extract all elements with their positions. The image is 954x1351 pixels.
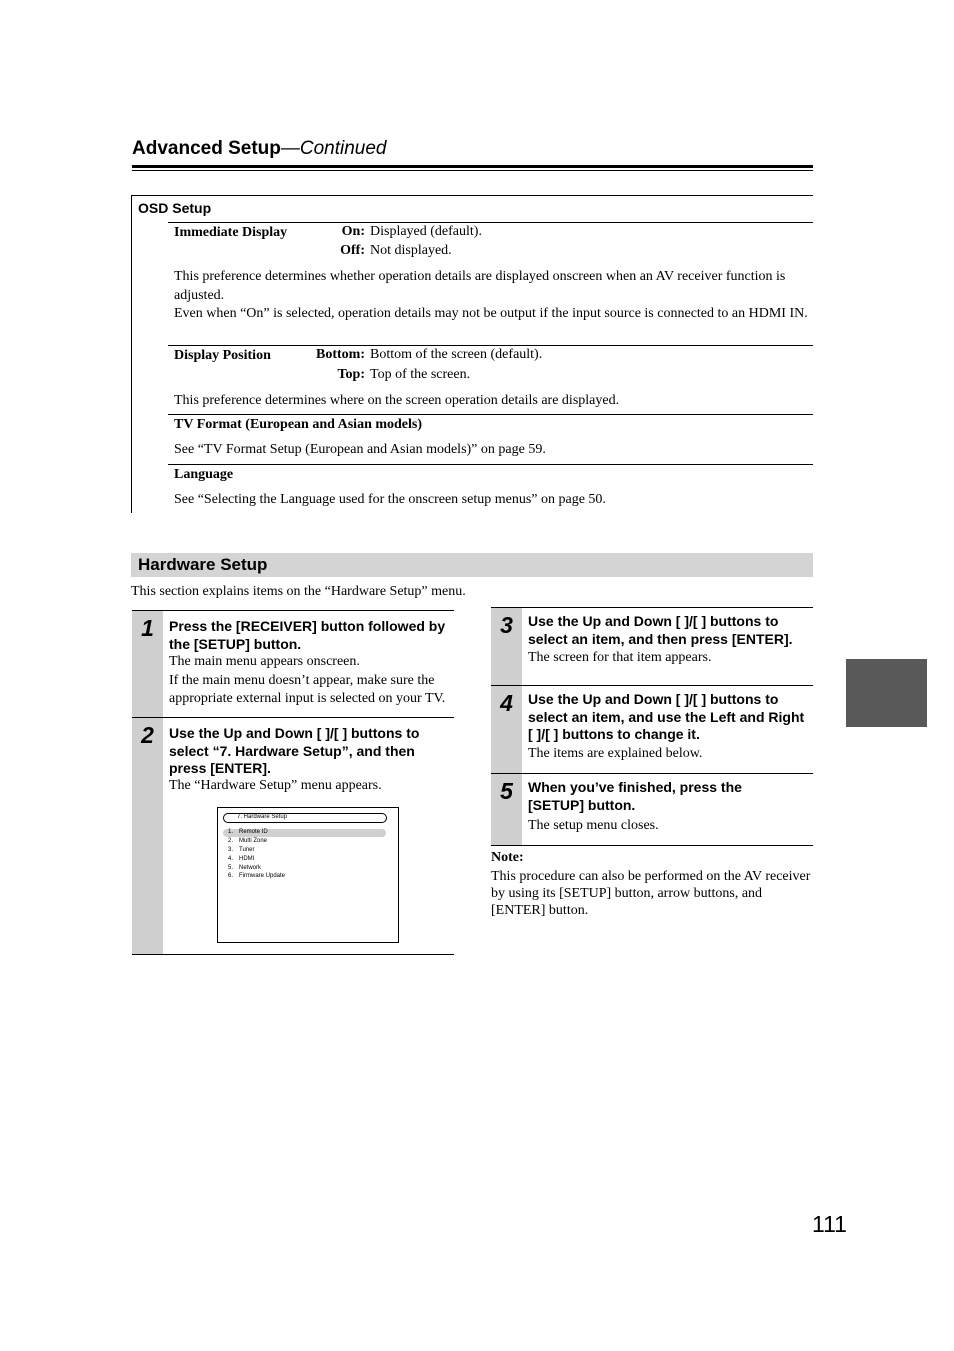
note-line: by using its [SETUP] button, arrow buttons, and [491, 886, 763, 902]
table-top-rule [131, 195, 813, 196]
step-heading-line: select “7. Hardware Setup”, and then [169, 742, 415, 759]
chapter-side-tab [846, 659, 927, 727]
title-text: Advanced Setup [132, 138, 281, 159]
step-number: 5 [500, 778, 513, 804]
step-heading-line: [SETUP] button. [528, 796, 636, 813]
step-4 [491, 686, 813, 773]
option-on-key: On: [341, 224, 365, 239]
step-heading-line: Use the Up and Down [ ]/[ ] buttons to [528, 613, 779, 629]
language-description: See “Selecting the Language used for the onscreen setup menus” on page 50. [174, 492, 606, 507]
step-body [528, 649, 711, 668]
osd-setup-table [131, 195, 813, 513]
hardware-setup-intro: This section explains items on the “Hardware Setup” menu. [131, 584, 466, 599]
immediate-display-hdmi-note: Even when “On” is selected, operation details may not be output if the input source is connected to an HDMI IN. [174, 306, 808, 321]
step-heading-line: Press the [RECEIVER] button followed by [169, 618, 446, 634]
menu-item: 6. Firmware Update [228, 873, 286, 879]
step-heading [169, 725, 419, 778]
row-rule [168, 464, 813, 465]
hardware-setup-title: Hardware Setup [138, 555, 268, 574]
continued-text: —Continued [280, 138, 387, 159]
step-heading-line: the [SETUP] button. [169, 635, 302, 652]
display-position-label: Display Position [174, 348, 271, 363]
language-label: Language [174, 467, 234, 482]
menu-item: 2. Multi Zone [228, 838, 268, 844]
step-heading-line: Use the Up and Down [ ]/[ ] buttons to [528, 691, 779, 707]
row-rule [168, 414, 813, 415]
step-heading [528, 691, 804, 744]
step-number: 2 [141, 722, 154, 748]
table-left-rule [131, 195, 132, 513]
option-off-desc: Not displayed. [370, 243, 452, 258]
step-body [528, 817, 659, 836]
header-rule [132, 165, 813, 168]
note-text [491, 868, 813, 920]
step-body [169, 653, 445, 709]
step-body-line: If the main menu doesn’t appear, make sure the [169, 672, 435, 688]
row-rule [168, 222, 813, 223]
step-heading-line: press [ENTER]. [169, 760, 271, 776]
option-on-desc: Displayed (default). [370, 224, 482, 239]
osd-setup-title: OSD Setup [138, 200, 212, 216]
step-number: 3 [500, 612, 513, 638]
step-body-line: appropriate external input is selected on your TV. [169, 691, 446, 706]
step-body-line: The items are explained below. [528, 746, 703, 761]
step-number: 1 [141, 615, 154, 641]
option-off-key: Off: [340, 243, 365, 258]
step-heading [528, 613, 793, 648]
step-rule [491, 845, 813, 846]
tv-format-description: See “TV Format Setup (European and Asian models)” on page 59. [174, 442, 546, 457]
option-top-key: Top: [337, 367, 365, 382]
step-heading-line: Use the Up and Down [ ]/[ ] buttons to [169, 725, 420, 741]
step-heading-line: select an item, and then press [ENTER]. [528, 630, 793, 647]
immediate-display-label: Immediate Display [174, 225, 288, 240]
note-label: Note: [491, 850, 524, 865]
note-line: [ENTER] button. [491, 903, 589, 919]
menu-item: 5. Network [228, 865, 262, 871]
step-3 [491, 608, 813, 685]
step-body-line: The screen for that item appears. [528, 650, 712, 665]
header-rule-thin [132, 170, 813, 171]
tv-format-label: TV Format (European and Asian models) [174, 417, 423, 432]
step-heading [528, 779, 742, 814]
row-rule [168, 345, 813, 346]
page-number: 111 [812, 1211, 847, 1237]
menu-item: 3. Tuner [228, 847, 255, 853]
immediate-display-description: This preference determines whether operation details are displayed onscreen when an AV receiver function is adjusted. [174, 269, 786, 303]
page-title [132, 138, 387, 160]
step-heading-line: [ ]/[ ] buttons to change it. [528, 726, 700, 742]
step-rule [132, 954, 454, 955]
option-bottom-key: Bottom: [316, 347, 365, 362]
step-heading [169, 618, 445, 653]
step-body-line: The main menu appears onscreen. [169, 654, 360, 669]
step-body-line: The “Hardware Setup” menu appears. [169, 778, 382, 793]
step-body [528, 745, 702, 764]
step-body [169, 777, 382, 796]
step-number: 4 [500, 690, 513, 716]
step-body-line: The setup menu closes. [528, 818, 659, 833]
step-heading-line: select an item, and use the Left and Right [528, 708, 805, 725]
hardware-setup-menu-screenshot [217, 807, 399, 943]
hardware-setup-banner [131, 553, 813, 577]
menu-title: 7. Hardware Setup [237, 814, 288, 820]
option-top-desc: Top of the screen. [370, 367, 471, 382]
menu-item: 4. HDMI [228, 856, 255, 862]
note-line: This procedure can also be performed on the AV receiver [491, 869, 811, 884]
step-1 [132, 611, 454, 717]
menu-item: 1. Remote ID [228, 829, 268, 835]
step-bar [132, 718, 163, 954]
option-bottom-desc: Bottom of the screen (default). [370, 347, 543, 362]
display-position-description: This preference determines where on the screen operation details are displayed. [174, 393, 620, 408]
step-5 [491, 774, 813, 845]
step-heading-line: When you’ve finished, press the [528, 779, 742, 795]
